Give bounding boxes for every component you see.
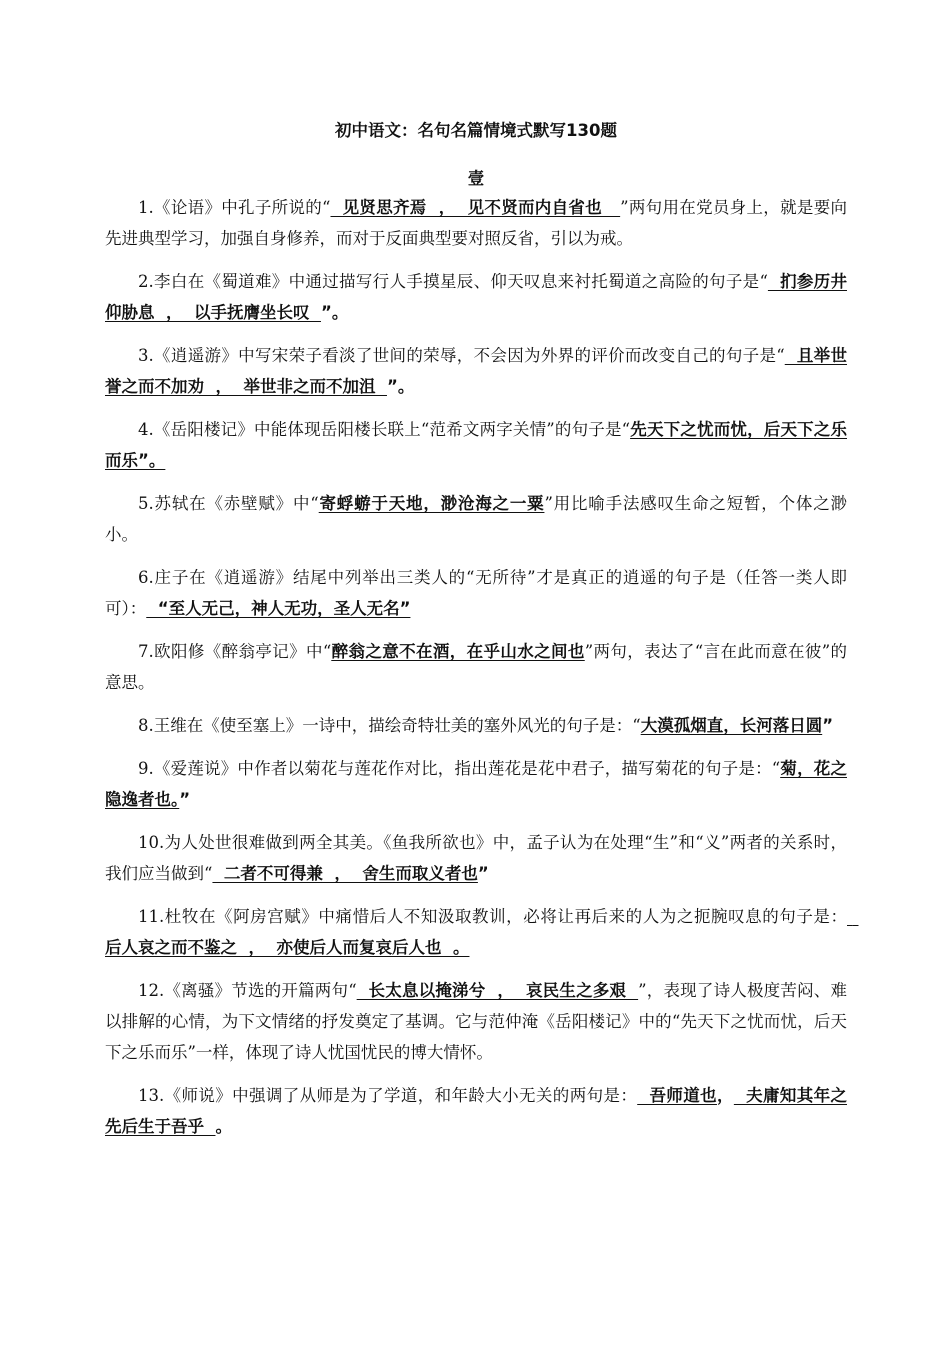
question-text: ”	[179, 790, 191, 809]
question-text: 5.苏轼在《赤壁赋》中“	[138, 494, 319, 513]
question-text: 10.为人处世很难做到两全其美。《鱼我所欲也》中，孟子认为在处理“生”和“义”两者的关系时，我们应当做到“	[105, 833, 847, 883]
question-text: ”用比喻手法感叹生命之短暂，个体之渺小。	[105, 494, 848, 544]
question-text: 4.《岳阳楼记》中能体现岳阳楼长联上“范希文两字关情”的句子是“	[138, 420, 631, 439]
question-text: 12.《离骚》节选的开篇两句“	[138, 981, 357, 1000]
answer-blank: 菊，花之隐逸者也。	[105, 759, 847, 809]
question-text: 2.李白在《蜀道难》中通过描写行人手摸星辰、仰天叹息来衬托蜀道之高险的句子是“	[138, 272, 768, 291]
question-8	[105, 710, 847, 741]
question-text: ”两句用在党员身上，就是要向先进典型学习，加强自身修养，而对于反面典型要对照反省，引以为戒。	[105, 198, 847, 248]
question-7	[105, 636, 847, 698]
question-text: ”	[822, 716, 834, 735]
question-text: 6.庄子在《逍遥游》结尾中列举出三类人的“无所待”才是真正的逍遥的句子是（任答一类人即可）：	[105, 568, 847, 618]
question-text: ”，表现了诗人极度苦闷、难以排解的心情，为下文情绪的抒发奠定了基调。它与范仲淹《岳阳楼记》中的“先天下之忧而忧，后天下之乐而乐”一样，体现了诗人忧国忧民的博大情怀。	[105, 981, 847, 1062]
question-text: 11.杜牧在《阿房宫赋》中痛惜后人不知汲取教训，必将让再后来的人为之扼腕叹息的句子是：	[138, 907, 847, 926]
question-3	[105, 340, 847, 402]
question-text: 13.《师说》中强调了从师是为了学道，和年龄大小无关的两句是：	[138, 1086, 638, 1105]
answer-blank: 见贤思齐焉 ， 见不贤而内自省也	[330, 198, 621, 217]
answer-blank: 长太息以掩涕兮 ， 哀民生之多艰	[356, 981, 639, 1000]
question-text: 3.《逍遥游》中写宋荣子看淡了世间的荣辱，不会因为外界的评价而改变自己的句子是“	[138, 346, 785, 365]
section-heading: 壹	[467, 169, 485, 188]
question-5	[105, 488, 847, 550]
question-text: 7.欧阳修《醉翁亭记》中“	[138, 642, 332, 661]
document-title: 初中语文：名句名篇情境式默写130题	[335, 121, 617, 140]
question-text: ”。	[386, 377, 415, 396]
question-10	[105, 827, 847, 889]
question-text: 9.《爱莲说》中作者以菊花与莲花作对比，指出莲花是花中君子，描写菊花的句子是：“	[138, 759, 781, 778]
answer-blank: 二者不可得兼 ， 舍生而取义者也	[212, 864, 478, 883]
question-11	[105, 901, 859, 963]
question-text: 1.《论语》中孔子所说的“	[138, 198, 331, 217]
question-2	[105, 266, 847, 328]
question-text: 。	[215, 1117, 232, 1136]
answer-blank: 扪参历井仰胁息 ， 以手抚膺坐长叹	[105, 272, 847, 322]
answer-blank: 寄蜉蝣于天地，渺沧海之一粟	[318, 494, 545, 513]
question-12	[105, 975, 847, 1068]
answer-blank: 醉翁之意不在酒，在乎山水之间也	[331, 642, 585, 661]
question-text: ”。	[320, 303, 349, 322]
answer-blank: 吾师道也	[637, 1086, 717, 1105]
question-text: ，	[716, 1086, 734, 1105]
document-page	[105, 116, 859, 1154]
answer-blank: 且举世誉之而不加劝 ， 举世非之而不加沮	[105, 346, 847, 396]
question-text: ”	[477, 864, 489, 883]
answer-blank: 夫庸知其年之先后生于吾乎	[105, 1086, 847, 1136]
question-text: 8.王维在《使至塞上》一诗中，描绘奇特壮美的塞外风光的句子是：“	[138, 716, 641, 735]
answer-blank: “至人无己，神人无功，圣人无名”	[146, 599, 411, 618]
question-4	[105, 414, 847, 476]
question-1	[105, 192, 847, 254]
answer-blank: 大漠孤烟直，长河落日圆	[640, 716, 823, 735]
answer-blank: 先天下之忧而忧，后天下之乐而乐”。	[105, 420, 847, 470]
question-text: ”两句，表达了“言在此而意在彼”的意思。	[105, 642, 848, 692]
question-13	[105, 1080, 847, 1142]
answer-blank: 后人哀之而不鉴之 ， 亦使后人而复哀后人也 。	[105, 907, 859, 957]
question-6	[105, 562, 847, 624]
question-9	[105, 753, 847, 815]
